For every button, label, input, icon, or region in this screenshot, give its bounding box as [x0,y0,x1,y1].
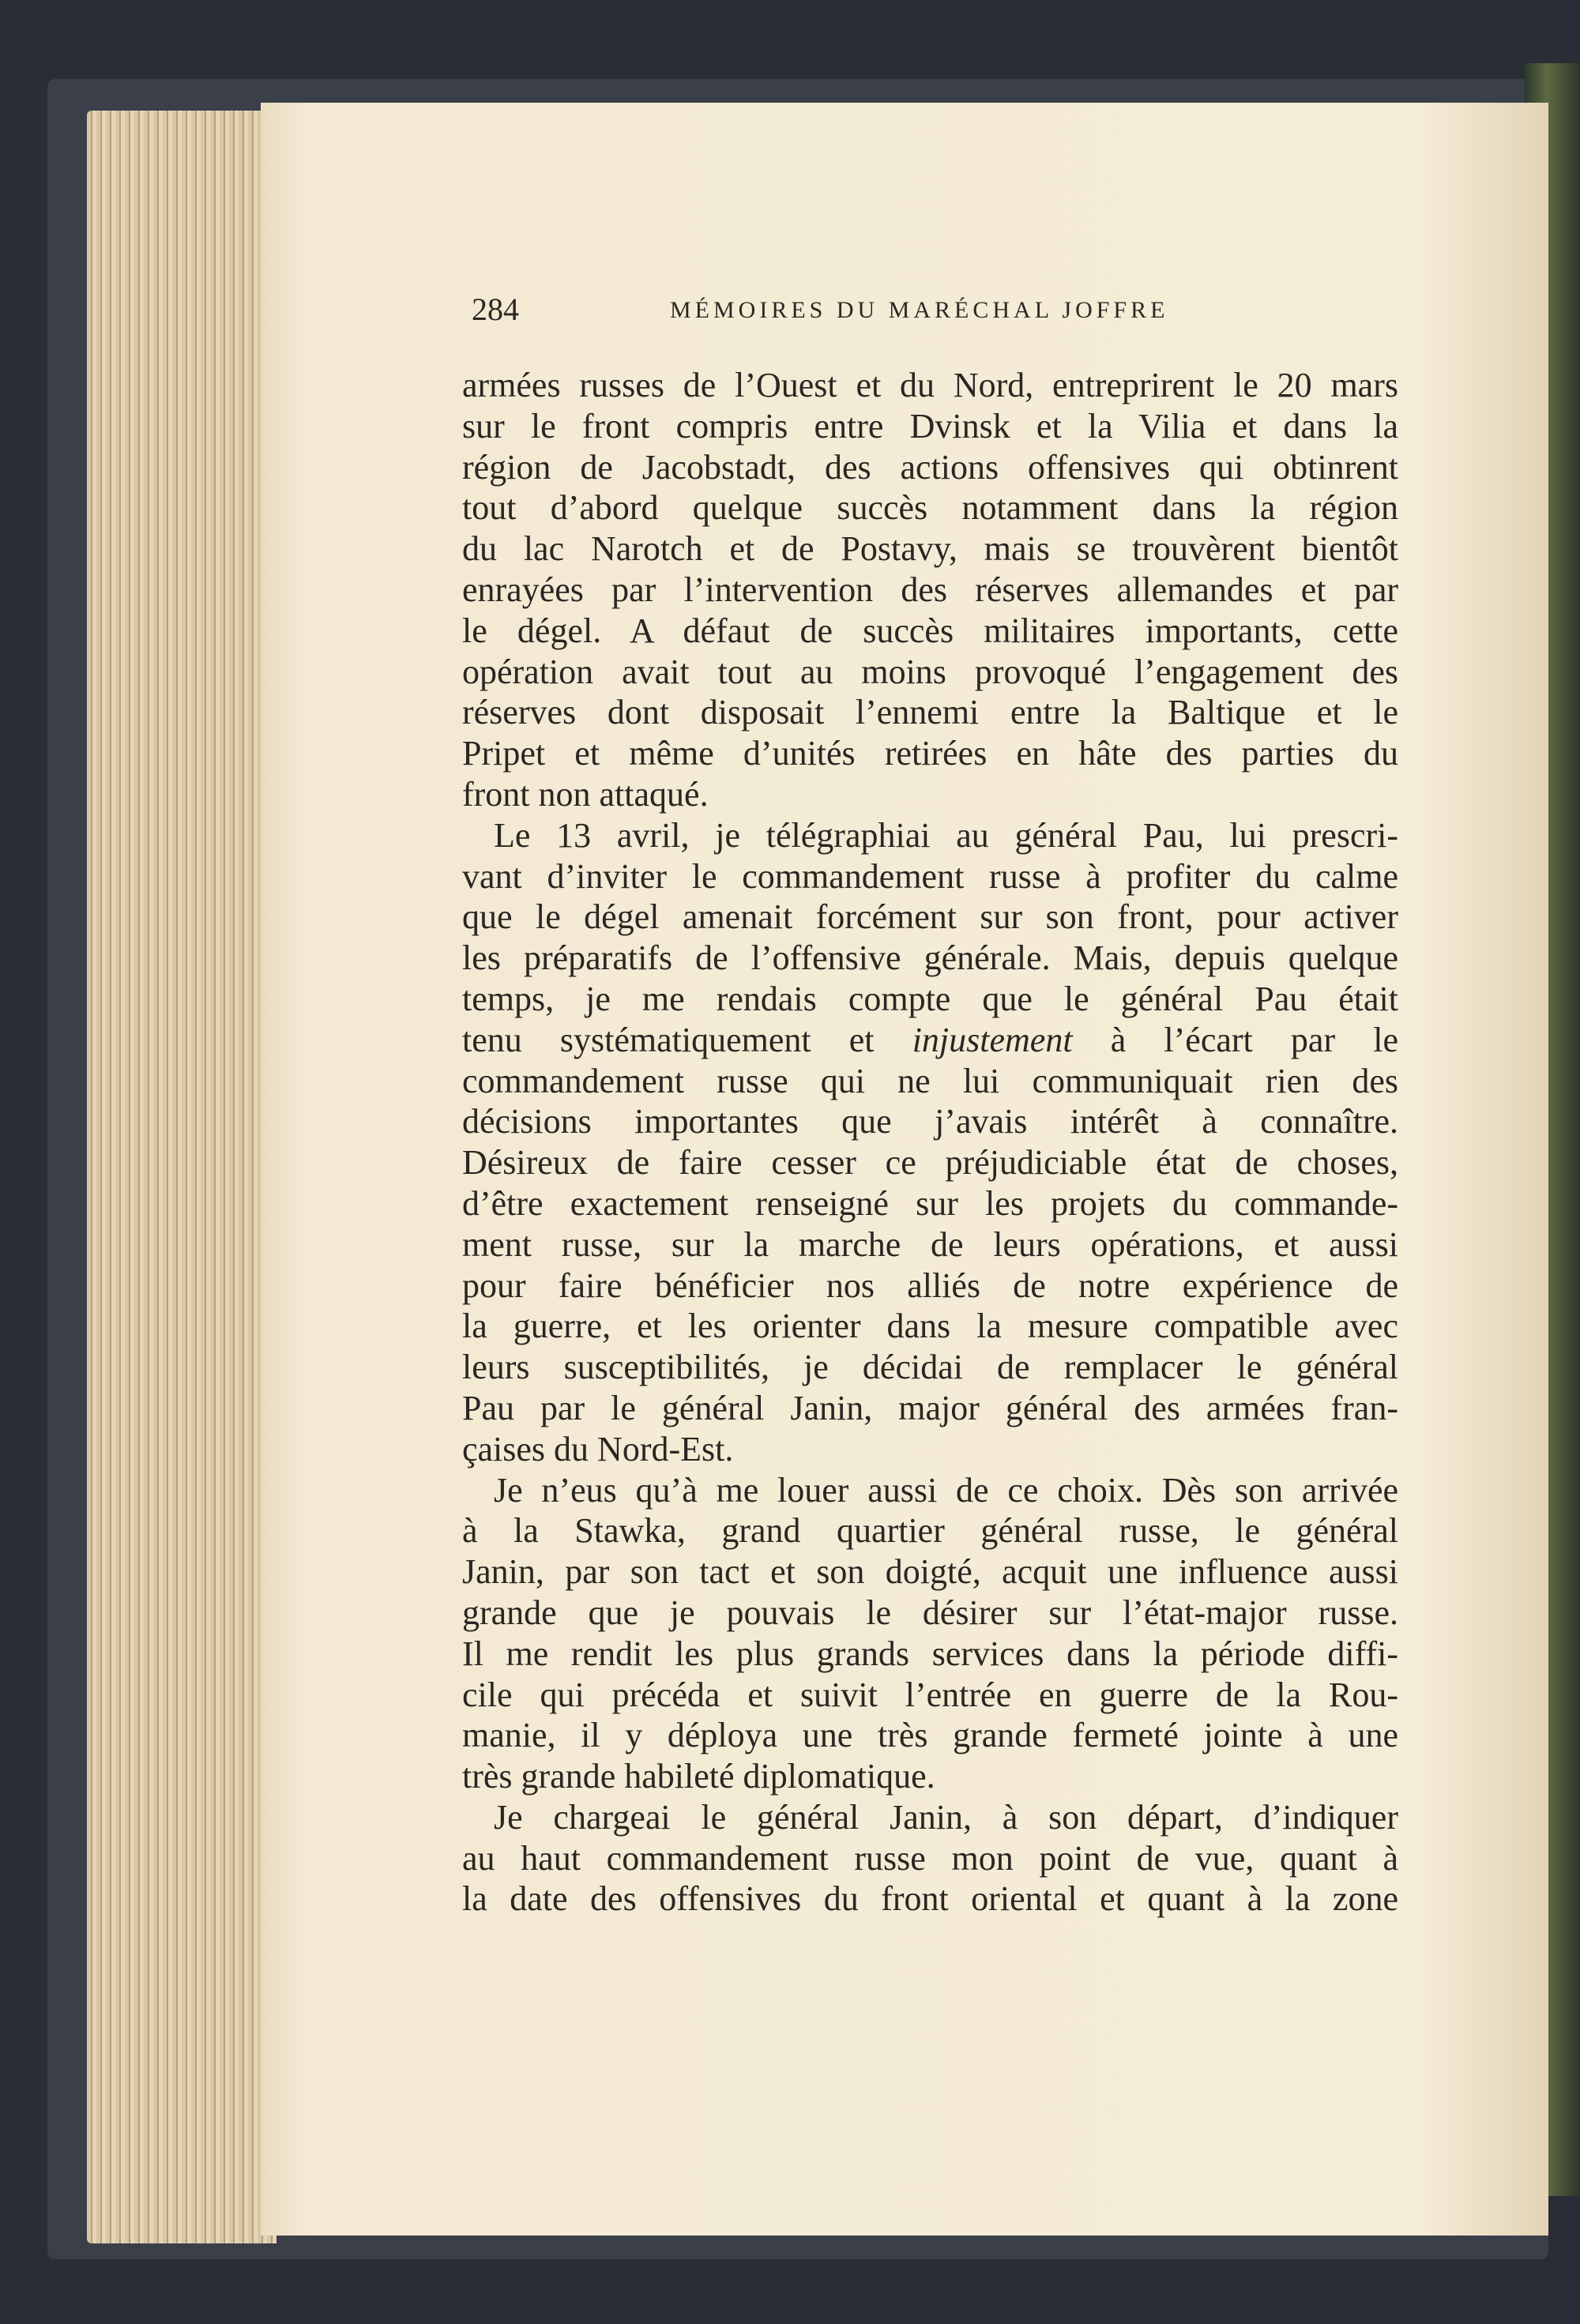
text-segment: grande que je pouvais le désirer sur l’état-major russe. [462,1593,1398,1632]
text-segment: au haut commandement russe mon point de vue, quant à [462,1838,1398,1878]
text-line [462,1593,1398,1634]
text-line [462,611,1398,652]
text-segment: d’être exactement renseigné sur les projets du commande- [462,1183,1398,1223]
text-segment: armées russes de l’Ouest et du Nord, entreprirent le 20 mars [462,366,1398,404]
text-segment: que le dégel amenait forcément sur son front, pour activer [462,897,1398,937]
body-text [462,365,1398,1920]
text-segment: vant d’inviter le commandement russe à profiter du calme [462,856,1398,896]
text-line [462,365,1398,406]
text-line [462,1183,1398,1224]
text-line [462,1265,1398,1307]
text-line [462,1715,1398,1756]
text-segment: le dégel. A défaut de succès militaires importants, cette [462,611,1398,650]
text-line [462,1224,1398,1265]
text-segment: Pau par le général Janin, major général des armées fran- [462,1388,1398,1427]
text-line [462,570,1398,611]
text-line [462,1551,1398,1593]
text-line [462,1388,1398,1429]
text-segment: leurs susceptibilités, je décidai de remplacer le général [462,1348,1398,1387]
text-line [462,1675,1398,1716]
text-segment: décisions importantes que j’avais intérêt à connaître. [462,1102,1398,1141]
text-segment: Pripet et même d’unités retirées en hâte des parties du [462,734,1398,773]
text-line [462,692,1398,733]
text-segment: temps, je me rendais compte que le général Pau était [462,979,1398,1018]
text-segment: commandement russe qui ne lui communiquait rien des [462,1061,1398,1100]
text-line [462,447,1398,488]
text-segment: réserves dont disposait l’ennemi entre la Baltique et le [462,693,1398,732]
text-segment: cile qui précéda et suivit l’entrée en guerre de la Rou- [462,1675,1398,1714]
text-segment: sur le front compris entre Dvinsk et la Vilia et dans la [462,406,1398,446]
text-segment: à la Stawka, grand quartier général russe, le général [462,1511,1398,1551]
text-line [462,1838,1398,1879]
text-line [462,1142,1398,1183]
text-line [462,1101,1398,1142]
text-segment: très grande habileté diplomatique. [462,1757,935,1796]
text-segment: tenu systématiquement et [462,1020,912,1059]
text-segment: Je chargeai le général Janin, à son départ, d’indiquer [494,1797,1398,1837]
text-segment: opération avait tout au moins provoqué l’engagement des [462,652,1398,691]
text-line [462,897,1398,938]
text-line [462,1634,1398,1675]
text-line [462,938,1398,979]
text-line [462,1756,1398,1797]
text-segment: Le 13 avril, je télégraphiai au général Pau, lui prescri- [494,815,1398,855]
text-segment: Il me rendit les plus grands services dans la période diffi- [462,1634,1398,1673]
text-line [462,652,1398,693]
italic-text: injustement [912,1020,1073,1059]
text-line [462,406,1398,447]
text-line [462,774,1398,815]
text-line [462,1510,1398,1551]
page-header [472,291,1420,330]
text-line [462,1470,1398,1511]
text-segment: enrayées par l’intervention des réserves allemandes et par [462,570,1398,609]
text-line [462,1347,1398,1388]
text-segment: Janin, par son tact et son doigté, acquit une influence aussi [462,1552,1398,1592]
text-segment: pour faire bénéficier nos alliés de notre expérience de [462,1265,1398,1305]
text-line [462,733,1398,774]
text-segment: Désireux de faire cesser ce préjudiciable état de choses, [462,1143,1398,1183]
page-edges [87,111,276,2243]
text-segment: tout d’abord quelque succès notamment dans la région [462,488,1398,528]
page-number: 284 [472,291,519,327]
text-segment: la date des offensives du front oriental et quant à la zone [462,1879,1398,1919]
text-line [462,979,1398,1020]
text-line [462,1797,1398,1838]
text-segment: Je n’eus qu’à me louer aussi de ce choix. Dès son arrivée [494,1470,1398,1510]
text-segment: la guerre, et les orienter dans la mesure compatible avec [462,1307,1398,1346]
text-line [462,815,1398,856]
text-segment: région de Jacobstadt, des actions offensives qui obtinrent [462,447,1398,487]
text-line [462,856,1398,897]
text-segment: ment russe, sur la marche de leurs opérations, et aussi [462,1224,1398,1264]
text-line [462,528,1398,570]
text-line [462,1306,1398,1347]
running-head: MÉMOIRES DU MARÉCHAL JOFFRE [670,297,1169,323]
text-line [462,1878,1398,1920]
text-line [462,1429,1398,1470]
text-segment: à l’écart par le [1072,1020,1399,1059]
text-segment: les préparatifs de l’offensive générale. Mais, depuis quelque [462,938,1398,978]
text-line [462,1061,1398,1102]
text-line [462,1020,1398,1061]
text-segment: çaises du Nord-Est. [462,1429,734,1468]
text-segment: du lac Narotch et de Postavy, mais se trouvèrent bientôt [462,529,1398,569]
text-segment: manie, il y déploya une très grande fermeté jointe à une [462,1716,1398,1755]
text-segment: front non attaqué. [462,774,709,814]
text-line [462,487,1398,528]
